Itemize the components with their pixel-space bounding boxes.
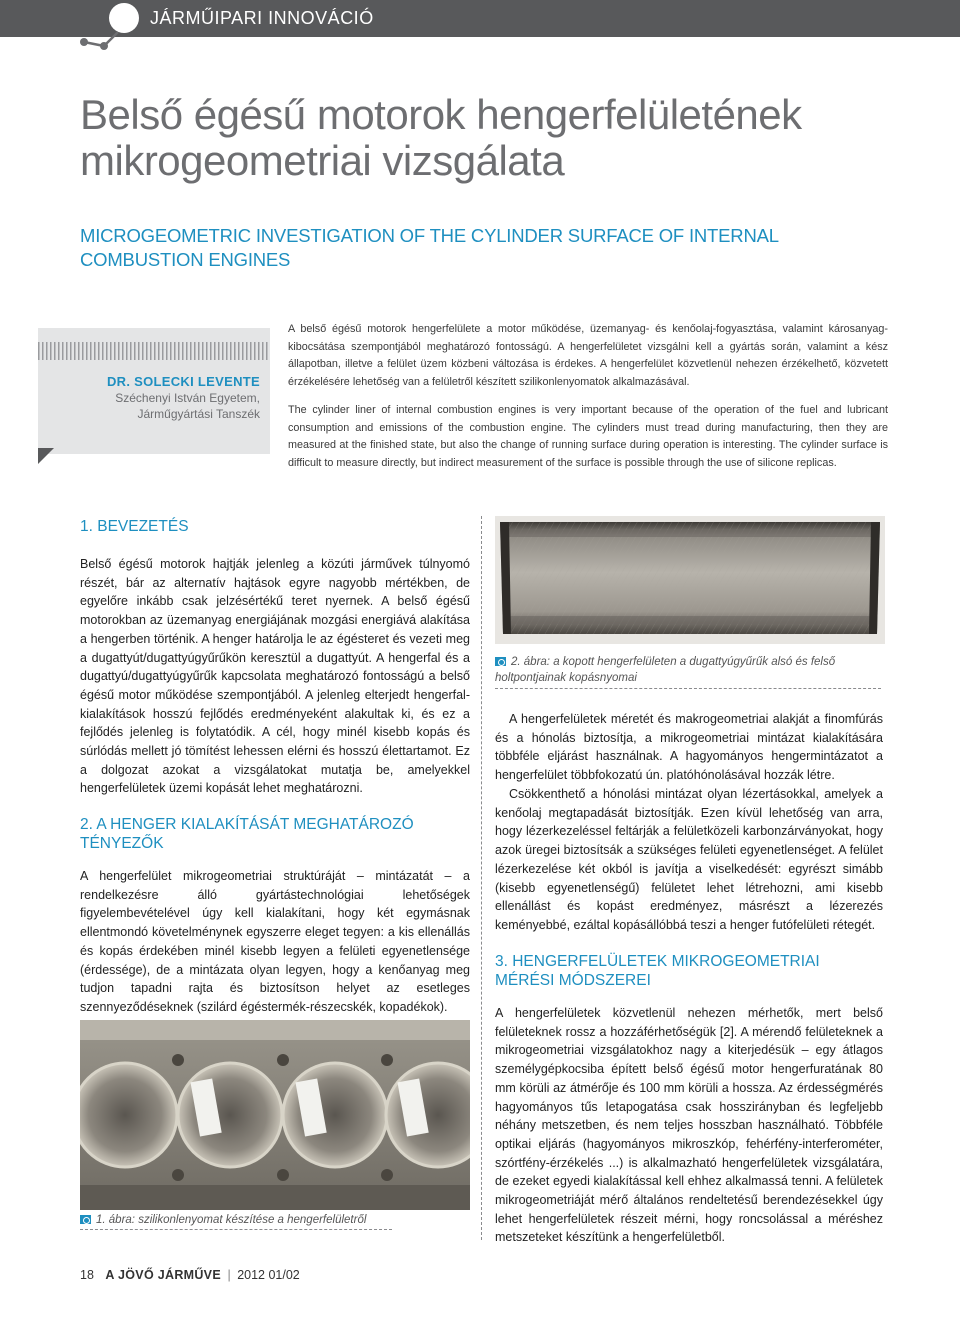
figure-1-image — [80, 1020, 470, 1210]
section-2-text: A hengerfelület mikrogeometriai struktúráját – mintázatát – a rendelkezésre álló gyártástechnológiai lehetőségek figyelembevételével úgy kell kialakítani, hogy két egymásnak ellentmondó követelménynek egyszerre eleget tegyen: a kis ellenállás és kopás érdekében minél kisebb legyen a felületi egyenetlensége (érdessége), de a mintázata olyan legyen, hogy a kenőanyag meg tudjon tapadni rajta és biztosítson helyet az esetleges szennyeződéseknek (szilárd égéstermék-részecskék, kopadékok). — [80, 869, 470, 1014]
caption-text: 2. ábra: a kopott hengerfelületen a dugattyúgyűrűk alsó és felső — [511, 656, 836, 668]
affiliation-line: Járműgyártási Tanszék — [137, 407, 260, 421]
caption-divider — [80, 1229, 392, 1230]
heading-line: 2. A HENGER KIALAKÍTÁSÁT MEGHATÁROZÓ — [80, 816, 414, 833]
page-footer — [80, 1268, 300, 1282]
author-affiliation — [40, 390, 260, 422]
decorative-stripes — [38, 342, 270, 360]
author-name: DR. SOLECKI LEVENTE — [106, 374, 260, 389]
section-1-text: Belső égésű motorok hajtják jelenleg a közúti járművek túlnyomó részét, bár az alternatív hajtások egyre nagyobb mértékben, de egyelőre inkább csak jelzésértékű teret nyernek. A belső égésű motorokban az üzemanyag energiájának mozgási energiává alakítása a hengerben történik. A henger határolja le az égésteret és vezeti meg a dugattyút/dugattyúgyűrűkön keresztül a dugattyút. A hengerfal és a dugattyú/dugattyúgyűrűk kapcsolata meghatározó fontosságú a belső égésű motor működése szempontjából. A jelenleg elterjedt hengerfal-kialakítások hosszú fejlődés eredményeként alakultak ki, és ez a fejlődés jelenleg is folytatódik. A cél, hogy minél kisebb kopás és súrlódás mellett jó tömítést lehessen elérni és hosszú élettartamot. Ez a dolgozat azokat a vizsgálatokat mutatja be, amelyekkel hengerfelületek üzemi kopását lehet meghatározni. — [80, 557, 470, 796]
section-3-text: A hengerfelületek közvetlenül nehezen mérhetők, mert belső felületeknek rossz a hozzáférhetőségük [2]. A mérendő felületeknek a mikrogeometriai vizsgálatokhoz nagy a kiterjedésük – egy átlagos személygépkocsiba épített belső égésű motor hengerfuratának 80 mm körüli az átmérője és 100 mm körüli a hossza. Az érdességmérés hagyományos tűs letapogatása csak hosszirányban és legfeljebb néhány metszetben, és nem teljes hosszban használható. Többféle optikai eljárás (hagyományos mikroszkóp, fehérfény-interferométer, szórtfény-érzékelés ...) is alkalmazható hengerfelületek vizsgálatára, de ezeket egyedi kialakítással kell ehhez alkalmassá tenni. A felületek mikrogeometriáját mérő általános rendeltetésű berendezésekkel úgy lehet hengerfelületek részeit mérni, hogy roncsolással a méréshez metszeteket készítünk a hengerfelületből. — [495, 1006, 883, 1245]
column-divider — [481, 516, 482, 1240]
footer-separator: | — [227, 1268, 231, 1282]
cylinder-liner-photo — [495, 516, 885, 644]
magazine-name: A JÖVŐ JÁRMŰVE — [105, 1268, 221, 1282]
abstract-english: The cylinder liner of internal combustion engines is very important because of the operation of the fuel and lubricant consumption and emissions of the combustion engine. The cylinders must tread during manufacturing, then they are measured at the finished state, but also the change of running surface during operation is interesting. The cylinder surface is difficult to measure directly, but indirect measurement of the surface is possible through the use of silicone replicas. — [288, 404, 888, 469]
engine-block-photo — [80, 1020, 470, 1210]
camera-icon — [80, 1215, 91, 1224]
author-box-corner — [38, 448, 54, 464]
caption-text: holtpontjainak kopásnyomai — [495, 672, 637, 684]
section-3-heading — [495, 952, 820, 990]
heading-line: 3. HENGERFELÜLETEK MIKROGEOMETRIAI — [495, 953, 820, 970]
right-paragraph-2: Csökkenthető a hónolási mintázat olyan lézertásokkal, amelyek a kenőolaj megtapadását biztosítják. Ezen kívül lehetőség van arra, hogy lézerkezeléssel feltárják a felületközeli karbonzárványokat, hogy azok üregei biztosítsák a szükséges felületi egyenetlenséget. A felület lézerkezelése két okból is javítja a viselkedését: egyrészt simább (kisebb egyenetlenségű) felületet lehet létrehozni, ami kisebb ellenállást és kopást eredményez, másrészt a lézerezés keményebbé, ezáltal kopásállóbbá teszi a henger futófelületi rétegét. — [495, 787, 883, 932]
article-title: Belső égésű motorok hengerfelületének mikrogeometriai vizsgálata — [80, 91, 802, 184]
issue-number: 2012 01/02 — [237, 1268, 300, 1282]
section-1-heading: 1. BEVEZETÉS — [80, 518, 189, 535]
affiliation-line: Széchenyi István Egyetem, — [115, 391, 260, 405]
section-2-heading — [80, 815, 414, 853]
caption-divider — [495, 688, 881, 689]
figure-1-caption — [80, 1212, 366, 1228]
abstract-hungarian: A belső égésű motorok hengerfelülete a motor működése, üzemanyag- és kenőolaj-fogyasztása, valamint károsanyag-kibocsátása szempontjából meghatározó fontosságú. A hengerfelületet vizsgálni kell a gyártás során, valamint a kész állapotban, illetve a felület üzem közbeni változása is érdekes. A hengerfelület közvetlenül nehezen érzékelhető, közvetett érzékelésére lehetőség van a felületről készített szilikonlenyomatok alkalmazásával. — [288, 323, 888, 388]
caption-text: 1. ábra: szilikonlenyomat készítése a hengerfelületről — [96, 1214, 367, 1226]
article-subtitle: MICROGEOMETRIC INVESTIGATION OF THE CYLINDER SURFACE OF INTERNAL COMBUSTION ENGINES — [80, 225, 779, 270]
author-box — [38, 328, 270, 454]
heading-line: MÉRÉSI MÓDSZEREI — [495, 972, 651, 989]
right-paragraph-1: A hengerfelületek méretét és makrogeometriai alakját a finomfúrás és a hónolás biztosítja, a mikrogeometriai mintázat kialakítására többféle eljárást használnak. A hagyományos hengermintázatot a hengerfelület többfokozatú ún. platóhónolásával hozzák létre. — [495, 712, 883, 783]
heading-line: TÉNYEZŐK — [80, 835, 164, 852]
page-number: 18 — [80, 1268, 94, 1282]
section-label: JÁRMŰIPARI INNOVÁCIÓ — [150, 8, 374, 28]
figure-2-caption — [495, 654, 835, 686]
camera-icon — [495, 657, 506, 666]
figure-2-image — [495, 516, 885, 644]
network-logo-icon — [0, 0, 150, 60]
